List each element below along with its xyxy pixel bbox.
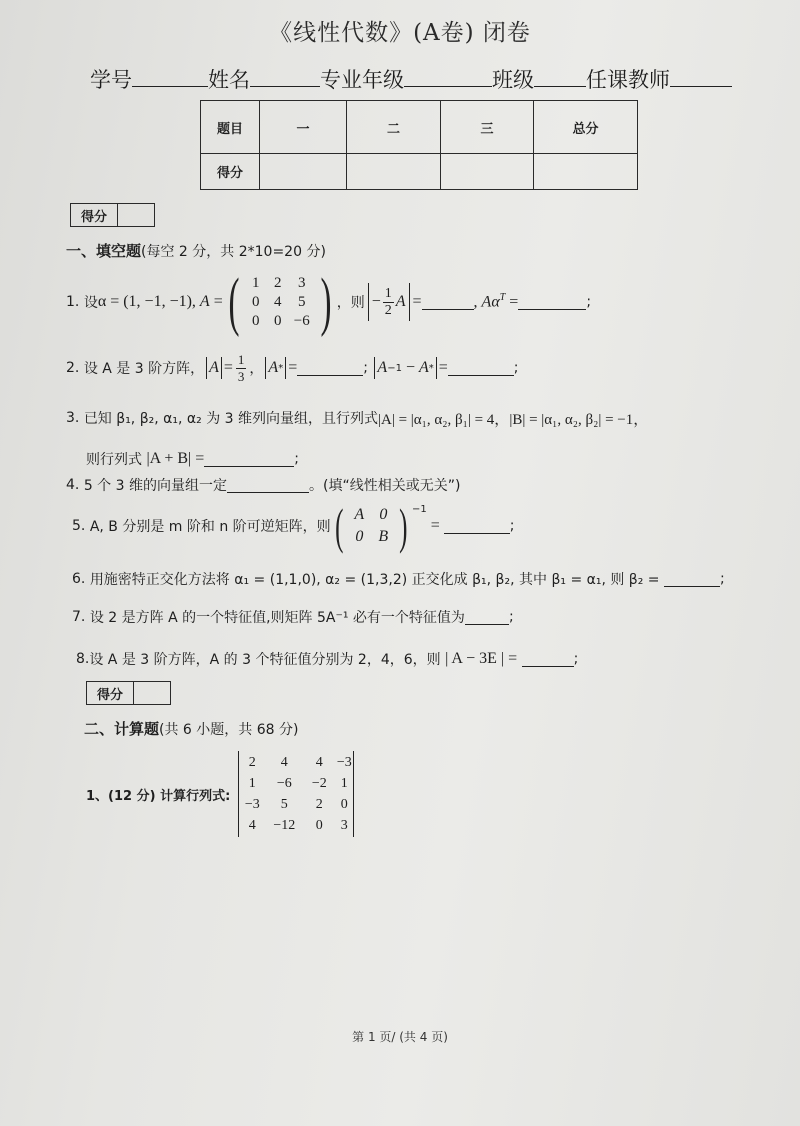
name-field[interactable] [250,68,320,87]
q2-answer-2-blank[interactable] [448,361,514,376]
question-1: 1. 设 α = (1, −1, −1) , A = ( 1 2 3 0 4 5 0 0 −6 ) ，则 − $\frac{1}{2}$ A = , $A\alpha^T$ = ; [66,265,592,338]
q3-text: 已知 β₁, β₂, α₁, α₂ 为 3 维列向量组，且行列式 [83,411,378,427]
section2-subtitle: (共 6 小题，共 68 分) [159,722,299,738]
q5-answer-blank[interactable] [444,519,510,534]
cell-score-total[interactable] [534,154,638,190]
cell-score-2[interactable] [347,154,441,190]
q1-det-bar-left [368,283,369,321]
name-label: 姓名 [208,68,250,92]
major-field[interactable] [404,68,492,87]
q4-number: 4. [66,477,80,493]
class-field[interactable] [534,68,586,87]
q5-right-paren: ) [399,498,408,554]
q1-det-bar-right [409,283,410,321]
q1-then: ，则 [336,295,365,311]
q1-alpha: α = (1, −1, −1) [97,293,192,310]
teacher-field[interactable] [670,68,732,87]
section1-title: 一、填空题 [66,242,142,260]
q1-prefix: 设 [83,295,98,311]
question-8: 8. 设 A 是 3 阶方阵，A 的 3 个特征值分别为 2，4，6，则 | A − 3E | = ; [76,650,579,668]
q1-fraction-half: $\frac{1}{2}$ [384,285,392,318]
q3-answer-blank[interactable] [204,452,294,467]
q3-detB: |B| = |α₁, α₂, β₂| = −1， [509,411,649,428]
q2-text: 设 A 是 3 阶方阵， [83,361,205,377]
cell-score-3[interactable] [441,154,534,190]
q7-text: 设 2 是方阵 A 的一个特征值,则矩阵 5A⁻¹ 必有一个特征值为 [89,610,465,626]
q3-number: 3. [66,410,80,426]
q3-line2-text: 则行列式 [86,452,142,468]
calc-question-1 [86,750,354,838]
page-footer: 第 1 页/ (共 4 页) [352,1030,448,1044]
teacher-label: 任课教师 [586,68,670,92]
student-info-row [90,64,732,94]
calc-q1-determinant: 2 4 4 −3 1 −6 −2 1 −3 5 2 0 4 −12 0 3 [244,754,352,833]
section1-score-box [70,203,155,227]
cell-score-1[interactable] [260,154,347,190]
q3-expr: |A + B| = [146,450,205,467]
q4-answer-blank[interactable] [227,478,309,493]
exam-title: 《线性代数》(A卷) 闭卷 [269,20,531,46]
question-4 [66,474,460,496]
q7-answer-blank[interactable] [465,610,509,625]
question-5: 5. A, B 分别是 m 阶和 n 阶可逆矩阵，则 ( A 0 0 B ) $^{-1}$ = ; [72,498,515,554]
cell-part-2: 二 [347,101,441,154]
q1-matrix-right-paren: ) [320,265,332,338]
score-table-header-row [201,101,638,154]
cell-total: 总分 [534,101,638,154]
section1-score-input[interactable] [118,204,154,226]
section1-heading [66,240,326,261]
q1-number: 1. [66,294,80,310]
q1-matrix-A: 1 2 3 0 4 5 0 0 −6 [251,274,310,329]
calc-q1-det-right-bar [353,751,354,837]
score-table-score-row [201,154,638,190]
q5-block-matrix: A 0 0 B [354,506,389,545]
q1-answer-1-blank[interactable] [422,295,474,310]
section2-score-label: 得分 [87,682,134,704]
q5-inverse-sup: −1 [411,504,427,515]
q8-number: 8. [76,651,90,667]
cell-score-label: 得分 [201,154,260,190]
section1-score-label: 得分 [71,204,118,226]
cell-part-3: 三 [441,101,534,154]
q6-text: 用施密特正交化方法将 α₁ = (1,1,0), α₂ = (1,3,2) 正交化成 β₁, β₂, 其中 β₁ = α₁, 则 β₂ = [89,572,660,588]
question-7: 7. 设 2 是方阵 A 的一个特征值,则矩阵 5A⁻¹ 必有一个特征值为 ; [72,609,514,626]
calc-q1-label: 1、(12 分) 计算行列式: [86,788,231,804]
question-3 [66,404,648,432]
q2-answer-1-blank[interactable] [297,361,363,376]
question-6: 6. 用施密特正交化方法将 α₁ = (1,1,0), α₂ = (1,3,2) 正交化成 β₁, β₂, 其中 β₁ = α₁, 则 β₂ = ; [72,571,725,588]
q8-expr: | A − 3E | = [445,650,518,667]
major-label: 专业年级 [320,68,404,92]
section2-score-input[interactable] [134,682,170,704]
score-table [200,100,638,190]
section2-title: 二、计算题 [84,720,160,738]
section2-score-box [86,681,171,705]
student-id-field[interactable] [132,68,208,87]
q2-number: 2. [66,360,80,376]
q8-text: 设 A 是 3 阶方阵，A 的 3 个特征值分别为 2，4，6，则 [89,652,441,668]
cell-topic-label: 题目 [201,101,260,154]
q8-answer-blank[interactable] [522,652,574,667]
q3-detA: |A| = |α₁, α₂, β₁| = 4， [378,411,510,428]
student-id-label: 学号 [90,68,132,92]
q6-number: 6. [72,571,86,587]
cell-part-1: 一 [260,101,347,154]
question-3-line-2: 则行列式 |A + B| = ; [86,450,299,468]
q5-number: 5. [72,518,86,534]
q1-answer-2-blank[interactable] [518,295,586,310]
q2-fraction: $\frac{1}{3}$ [237,351,245,384]
q5-text: A, B 分别是 m 阶和 n 阶可逆矩阵，则 [89,519,331,535]
q4-hint: 。(填“线性相关或无关”) [308,478,461,494]
question-2: 2. 设 A 是 3 阶方阵， A = $\frac{1}{3}$ ， A * = ; A −1 − A * = ; [66,351,519,384]
section2-heading [84,718,298,739]
section1-subtitle: (每空 2 分，共 2*10=20 分) [141,244,326,260]
q6-answer-blank[interactable] [664,572,720,587]
q4-text: 5 个 3 维的向量组一定 [83,478,227,494]
q1-matrix-left-paren: ( [228,265,240,338]
q5-left-paren: ( [334,498,344,554]
q7-number: 7. [72,609,86,625]
class-label: 班级 [492,68,534,92]
